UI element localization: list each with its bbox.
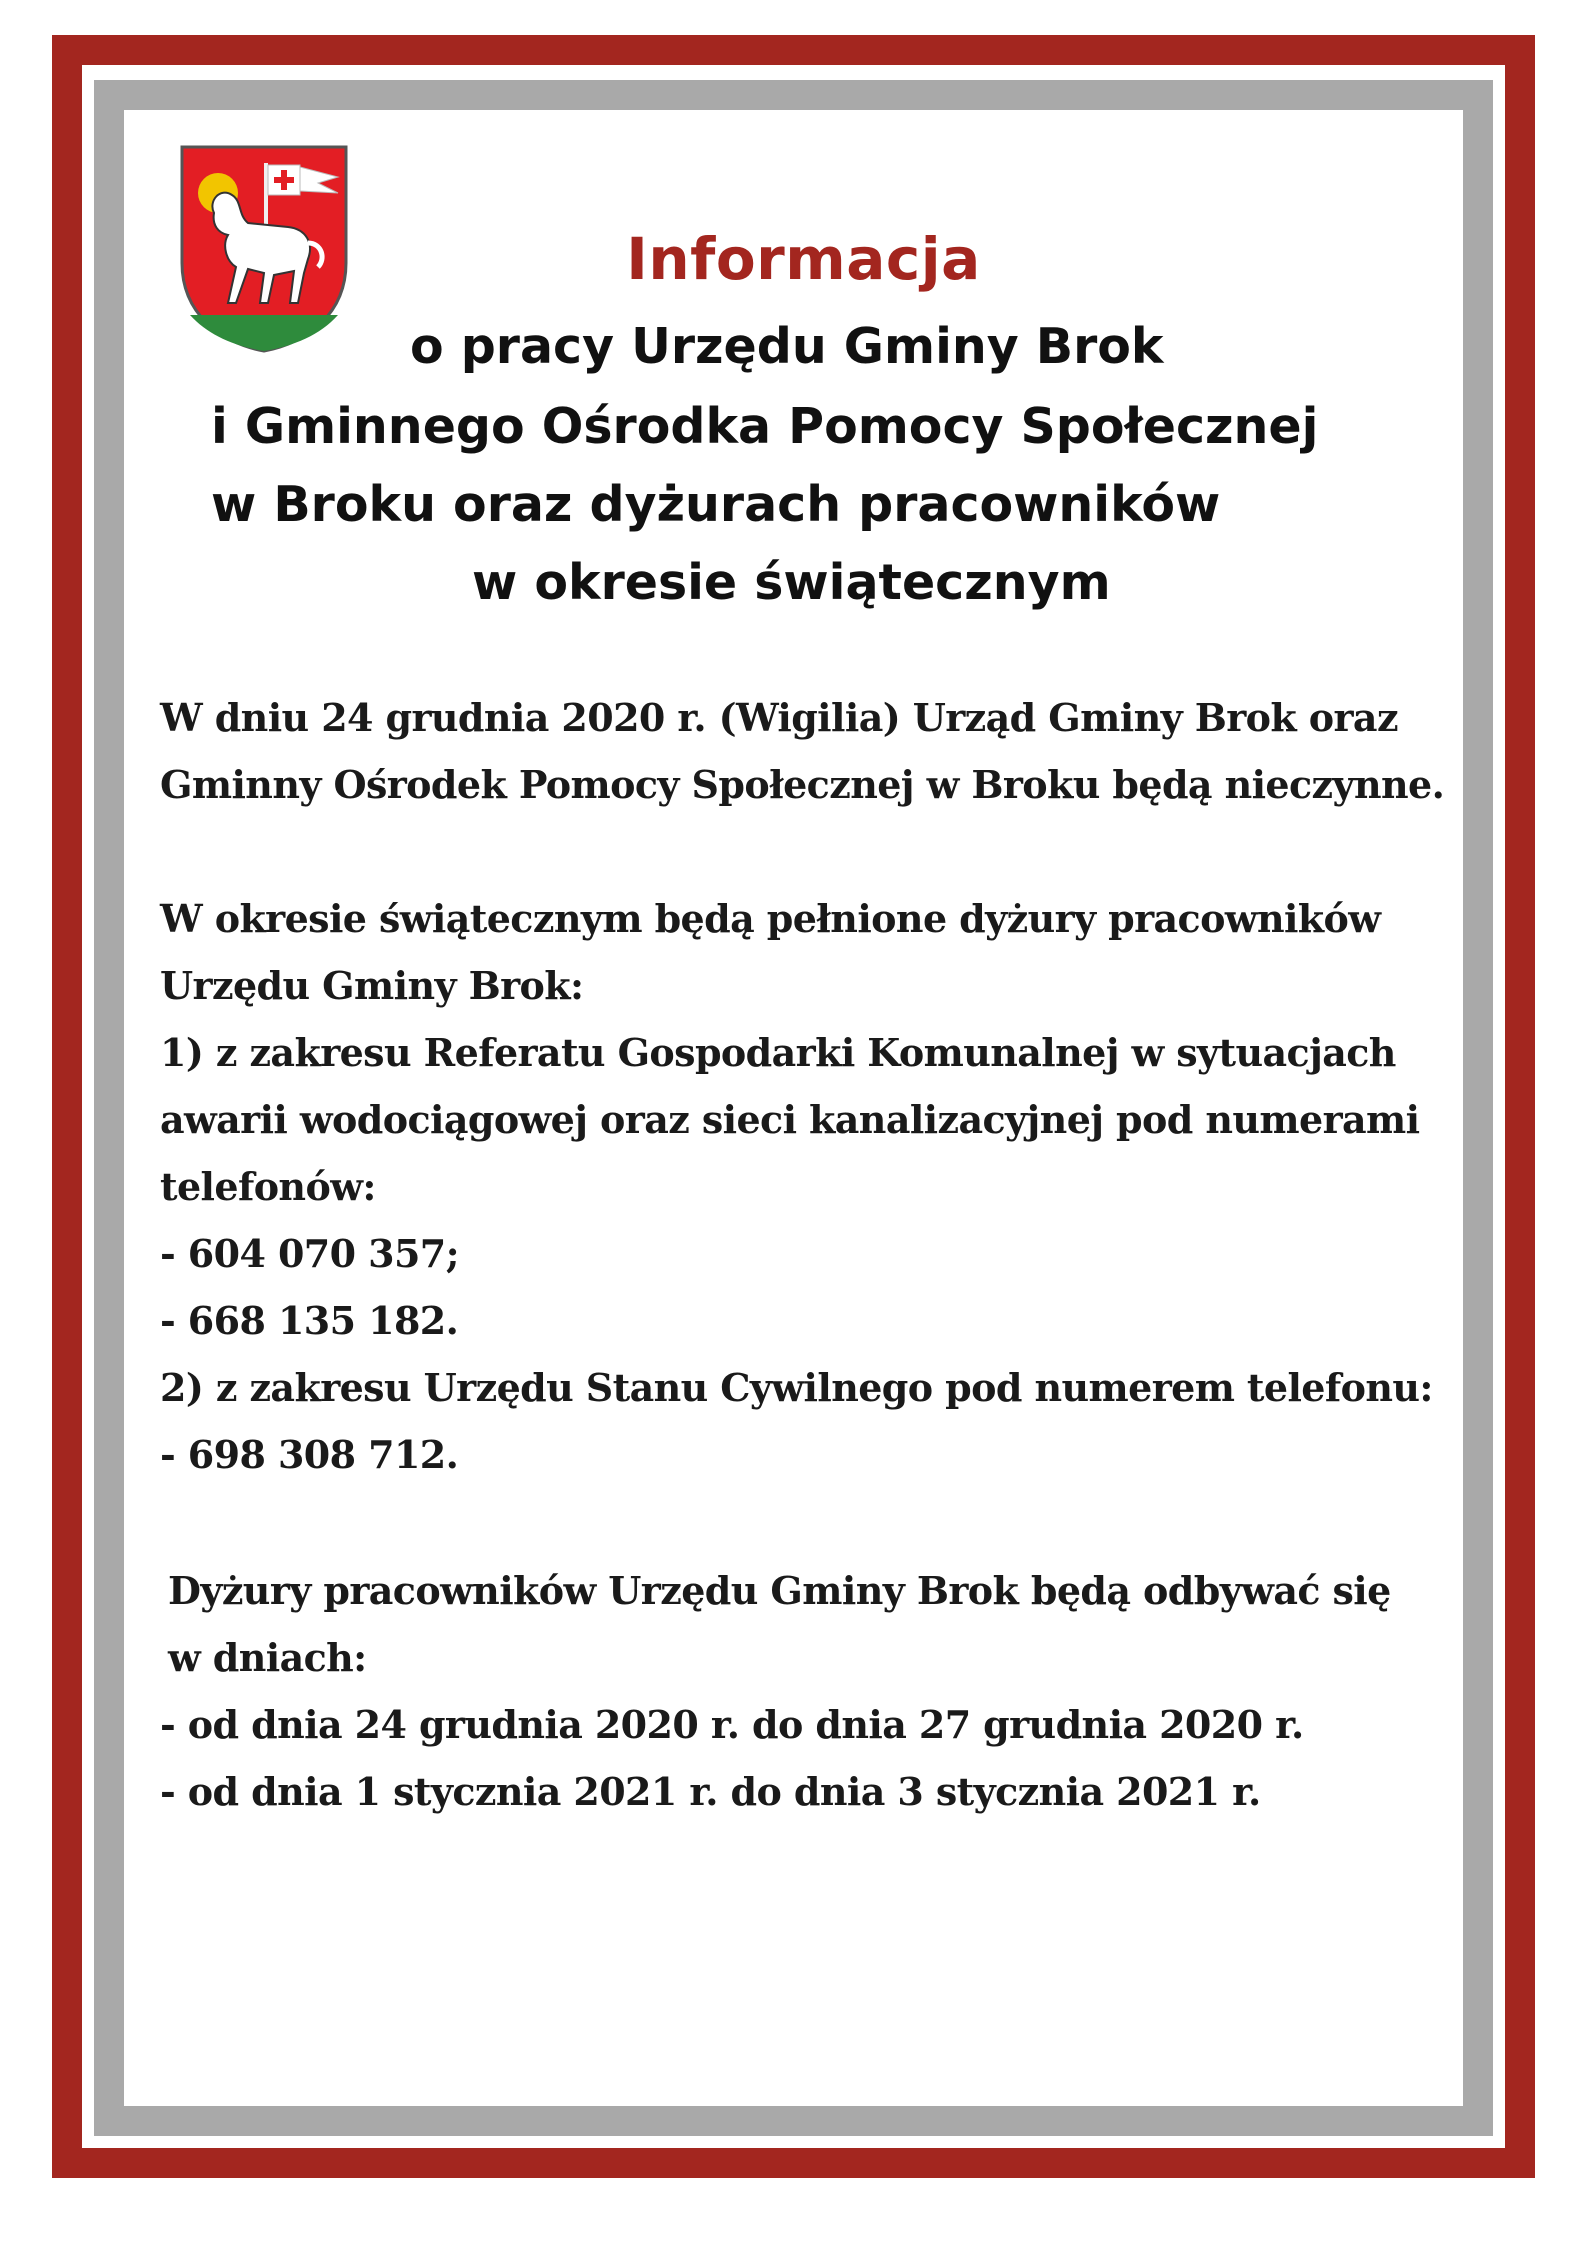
paragraph-line: Dyżury pracowników Urzędu Gminy Brok będą odbywać się [168, 1568, 1391, 1613]
phone-number: - 668 135 182. [160, 1298, 459, 1343]
paragraph-line: W dniu 24 grudnia 2020 r. (Wigilia) Urząd Gminy Brok oraz [160, 695, 1398, 740]
subtitle-line: o pracy Urzędu Gminy Brok [410, 318, 1164, 375]
paragraph-line: telefonów: [160, 1164, 376, 1209]
paragraph-line: Urzędu Gminy Brok: [160, 963, 584, 1008]
paragraph-line: w dniach: [168, 1635, 367, 1680]
paragraph-line: 1) z zakresu Referatu Gospodarki Komunalnej w sytuacjach [160, 1030, 1396, 1075]
document-title: Informacja [626, 225, 981, 293]
paragraph-line: W okresie świątecznym będą pełnione dyżury pracowników [160, 896, 1381, 941]
phone-number: - 698 308 712. [160, 1432, 459, 1477]
date-range: - od dnia 24 grudnia 2020 r. do dnia 27 grudnia 2020 r. [160, 1702, 1304, 1747]
subtitle-line: w okresie świątecznym [472, 554, 1111, 611]
date-range: - od dnia 1 stycznia 2021 r. do dnia 3 stycznia 2021 r. [160, 1769, 1261, 1814]
subtitle-line: i Gminnego Ośrodka Pomocy Społecznej [211, 398, 1319, 455]
paragraph-line: Gminny Ośrodek Pomocy Społecznej w Broku będą nieczynne. [160, 762, 1445, 807]
paragraph-line: 2) z zakresu Urzędu Stanu Cywilnego pod numerem telefonu: [160, 1365, 1433, 1410]
paragraph-line: awarii wodociągowej oraz sieci kanalizacyjnej pod numerami [160, 1097, 1420, 1142]
subtitle-line: w Broku oraz dyżurach pracowników [211, 476, 1221, 533]
phone-number: - 604 070 357; [160, 1231, 460, 1276]
